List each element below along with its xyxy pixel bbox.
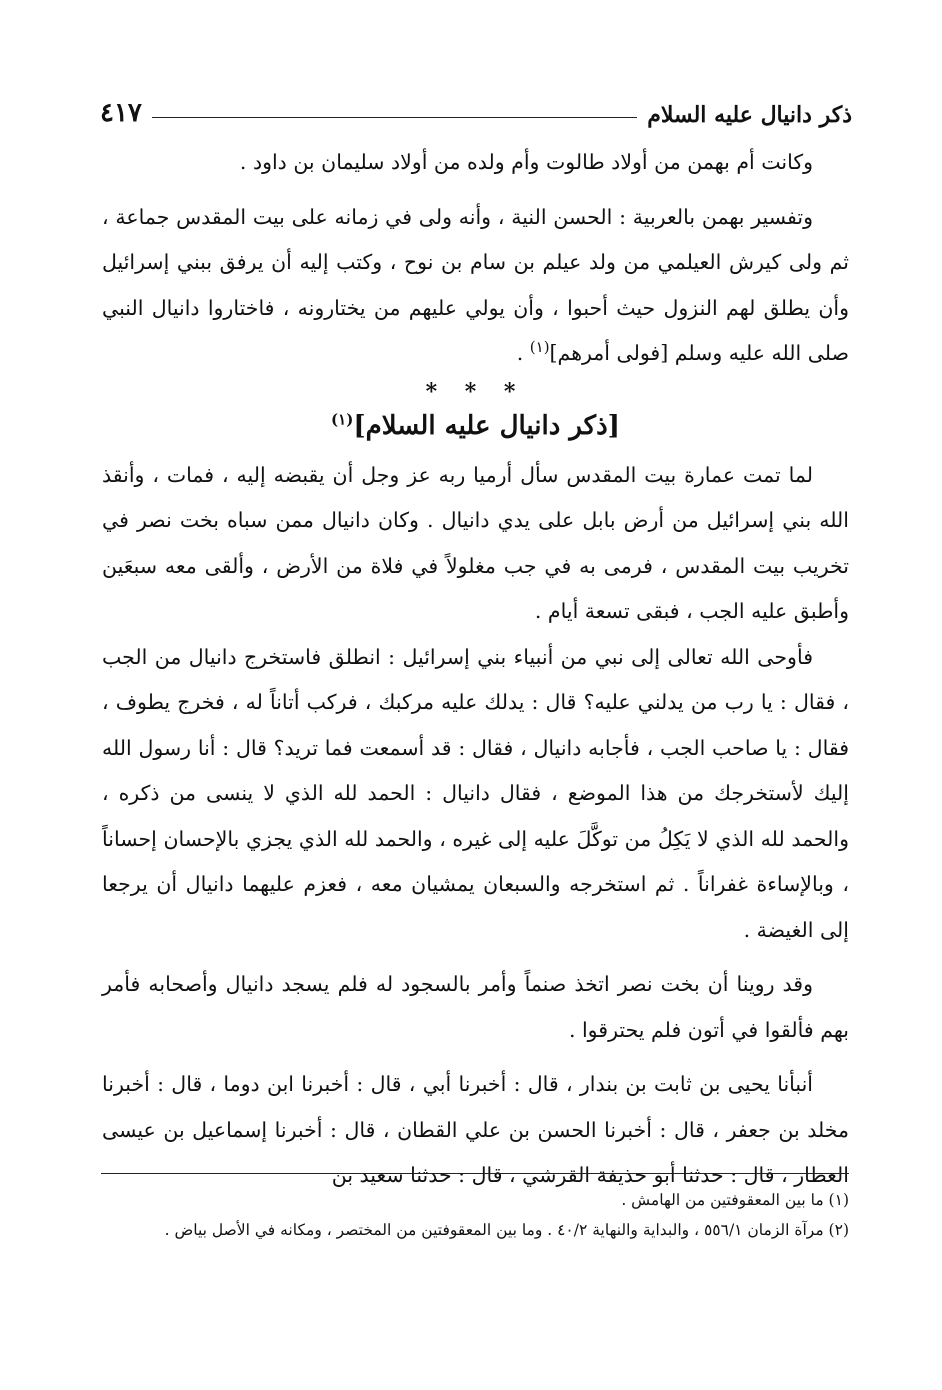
running-header [100, 88, 852, 128]
footnote-2: (٢) مرآة الزمان ٥٥٦/١ ، والبداية والنهاية ٤٠/٢ . وما بين المعقوفتين من المختصر ، ومكانه في الأصل بياض . [164, 1221, 849, 1239]
paragraph-5: وقد روينا أن بخت نصر اتخذ صنماً وأمر بالسجود له فلم يسجد دانيال وأصحابه فأمر بهم فألقوا في أتون فلم يحترقوا . [102, 972, 849, 1042]
footnote-rule [101, 1173, 849, 1174]
paragraph-2 [102, 195, 849, 377]
paragraph-4: فأوحى الله تعالى إلى نبي من أنبياء بني إسرائيل : انطلق فاستخرج دانيال من الجب ، فقال : يا رب من يدلني عليه؟ قال : يدلك عليه مركبك ، فركب أتاناً له ، فخرج يطوف ، فقال : يا صاحب الجب ، فأجابه دانيال ، فقال : قد أسمعت فما تريد؟ قال : أنا رسول الله إليك لأستخرجك من هذا الموضع ، فقال دانيال : الحمد لله الذي لا ينسى من ذكره ، والحمد لله الذي لا يَكِلُ من توكَّلَ عليه إلى غيره ، والحمد لله الذي يجزي بالإحسان إحساناً ، وبالإساءة غفراناً . ثم استخرجه والسبعان يمشيان معه ، فعزم عليهما دانيال أن يرجعا إلى الغيضة . [102, 644, 849, 942]
header-rule [152, 117, 637, 118]
page-number: ٤١٧ [100, 98, 142, 128]
footnotes [102, 1185, 849, 1245]
paragraph-3: لما تمت عمارة بيت المقدس سأل أرميا ربه عز وجل أن يقبضه إليه ، فمات ، وأنقذ الله بني إسرائيل من أرض بابل على يدي دانيال . وكان دانيال ممن سباه بخت نصر في تخريب بيت المقدس ، فرمى به في جب مغلولاً في فلاة من الأرض ، وألقى معه سبعَين وأطبق عليه الجب ، فبقى تسعة أيام . [102, 462, 849, 623]
paragraph-2-end: . [516, 341, 530, 365]
heading-footnote-ref: (١) [331, 409, 354, 428]
section-heading [102, 403, 849, 449]
paragraph-1: وكانت أم بهمن من أولاد طالوت وأم ولده من أولاد سليمان بن داود . [239, 150, 813, 174]
footnote-1: (١) ما بين المعقوفتين من الهامش . [621, 1191, 849, 1209]
footnote-ref-1: (١) [529, 338, 550, 357]
paragraph-6: أنبأنا يحيى بن ثابت بن بندار ، قال : أخبرنا أبي ، قال : أخبرنا ابن دوما ، قال : أخبرنا مخلد بن جعفر ، قال : أخبرنا الحسن بن علي القطان ، قال : أخبرنا إسماعيل بن عيسى العطار ، قال : حدثنا أبو حذيفة القرشي ، قال : حدثنا سعيد بن [102, 1072, 849, 1187]
paragraph-2-text: وتفسير بهمن بالعربية : الحسن النية ، وأنه ولى في زمانه على بيت المقدس جماعة ، ثم ولى كيرش العيلمي من ولد عيلم بن سام بن نوح ، وكتب إليه أن يرفق ببني إسرائيل وأن يطلق لهم النزول حيث أحبوا ، وأن يولي عليهم من يختارونه ، فاختاروا دانيال النبي صلى الله عليه وسلم [فولى أمرهم] [102, 204, 849, 365]
section-heading-text: [ذكر دانيال عليه السلام] [353, 410, 620, 441]
body-text [102, 140, 849, 1199]
running-title: ذكر دانيال عليه السلام [647, 102, 852, 128]
section-separator-stars: * * * [425, 378, 526, 405]
